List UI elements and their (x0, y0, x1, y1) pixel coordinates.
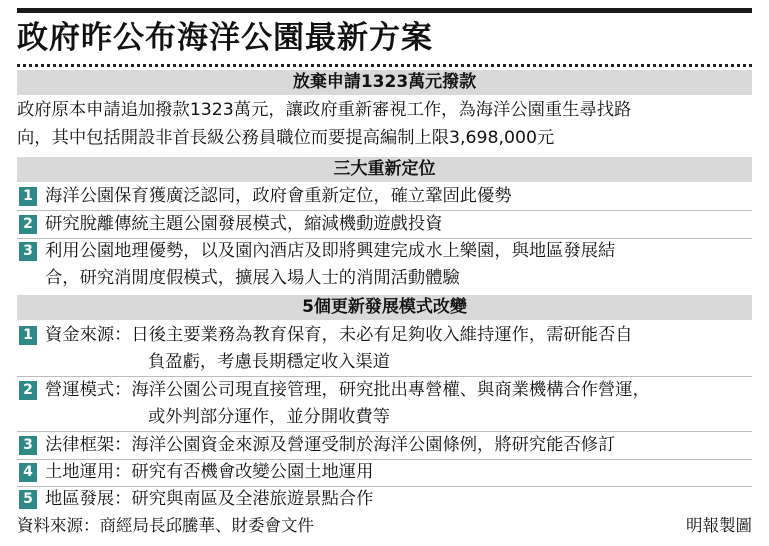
item-text: 海洋公園公司現直接管理，研究批出專營權、與商業機構合作營運， (131, 380, 650, 400)
number-badge: 3 (19, 436, 37, 455)
top-rule (17, 8, 752, 13)
list-item (17, 211, 752, 239)
number-badge: 2 (19, 215, 37, 234)
dotted-divider (17, 64, 752, 67)
list-item (17, 486, 752, 513)
list-item (17, 322, 752, 377)
source-note: 資料來源：商經局長邱騰華、財委會文件 (17, 516, 314, 535)
paragraph-line: 政府原本申請追加撥款1323萬元，讓政府重新審視工作，為海洋公園重生尋找路 (17, 100, 632, 120)
number-badge: 3 (19, 242, 37, 261)
item-label: 營運模式： (45, 380, 132, 400)
item-text-continued: 負盈虧，考慮長期穩定收入渠道 (148, 352, 390, 372)
item-label: 地區發展： (45, 489, 132, 509)
section-heading-repositioning: 三大重新定位 (17, 157, 752, 182)
item-label: 土地運用： (45, 462, 132, 482)
item-text: 研究與南區及全港旅遊景點合作 (131, 489, 374, 509)
number-badge: 1 (19, 187, 37, 206)
list-item (17, 377, 752, 432)
item-text: 海洋公園保育獲廣泛認同，政府會重新定位，確立鞏固此優勢 (45, 186, 512, 206)
item-text-continued: 或外判部分運作，並分開收費等 (148, 407, 390, 427)
number-badge: 5 (19, 490, 37, 509)
list-item (17, 432, 752, 460)
item-text-continued: 合，研究消閒度假模式，擴展入場人士的消閒活動體驗 (45, 268, 460, 288)
list-item (17, 238, 752, 292)
item-text: 研究有否機會改變公園土地運用 (131, 462, 374, 482)
item-label: 法律框架： (45, 435, 132, 455)
item-text: 海洋公園資金來源及營運受制於海洋公園條例，將研究能否修訂 (131, 435, 616, 455)
page-title: 政府昨公布海洋公園最新方案 (17, 20, 433, 56)
item-label: 資金來源： (45, 325, 132, 345)
item-text: 日後主要業務為教育保育，未必有足夠收入維持運作，需研能否自 (131, 325, 633, 345)
item-text: 研究脫離傳統主題公園發展模式，縮減機動遊戲投資 (45, 214, 443, 234)
graphic-credit: 明報製圖 (686, 516, 752, 535)
item-text: 利用公園地理優勢，以及園內酒店及即將興建完成水上樂園，與地區發展結 (45, 241, 616, 261)
section-heading-changes: 5個更新發展模式改變 (17, 295, 752, 320)
funding-paragraph (17, 96, 752, 152)
number-badge: 1 (19, 326, 37, 345)
list-item (17, 459, 752, 487)
number-badge: 2 (19, 381, 37, 400)
section-heading-funding: 放棄申請1323萬元撥款 (17, 70, 752, 95)
list-item (17, 183, 752, 211)
paragraph-line: 向，其中包括開設非首長級公務員職位而要提高編制上限3,698,000元 (17, 128, 555, 148)
number-badge: 4 (19, 463, 37, 482)
